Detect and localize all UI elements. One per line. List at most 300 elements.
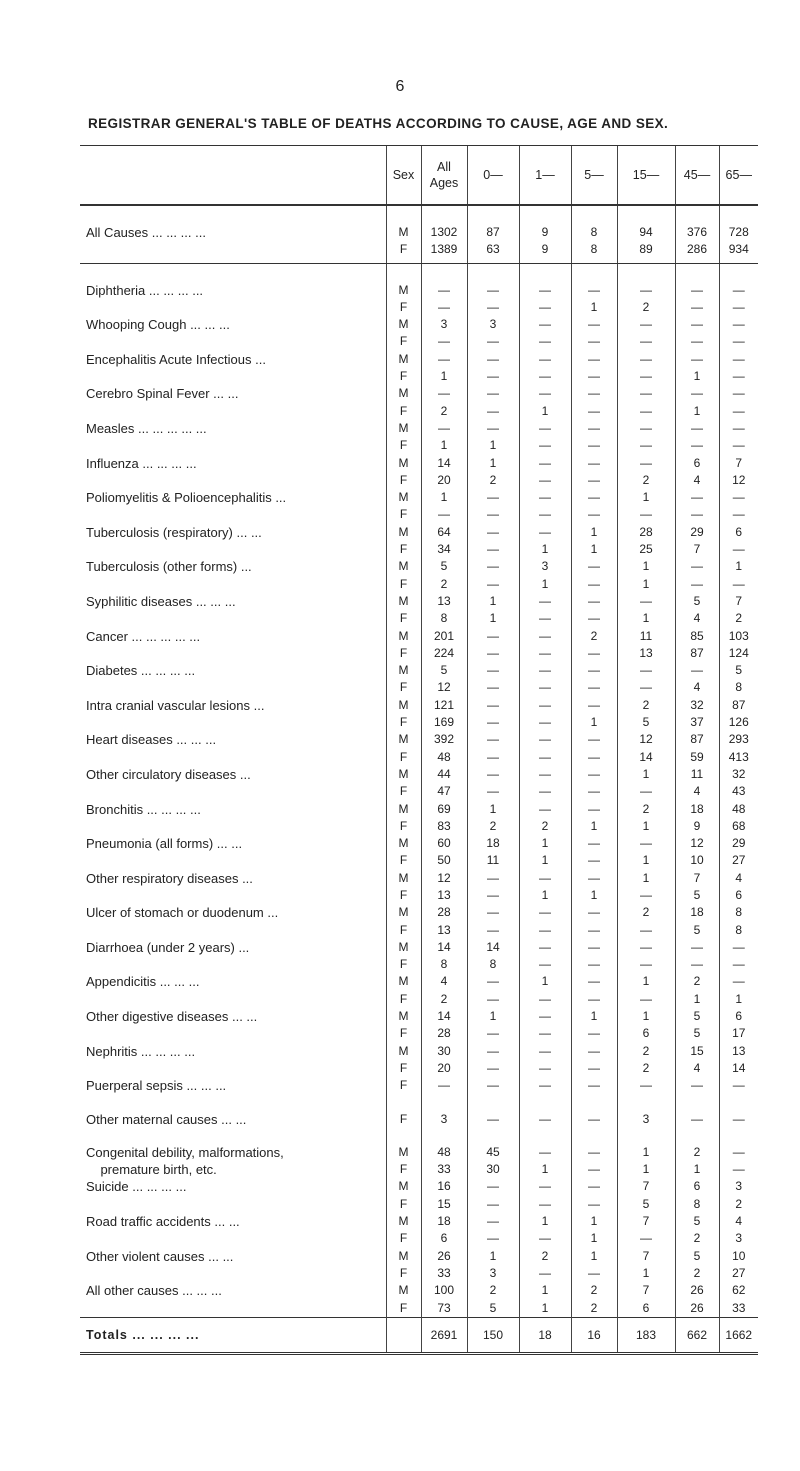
table-row [80,801,758,818]
value-cell: 44 [421,766,467,783]
cause-cell [80,679,386,696]
header-age-0: 0— [467,146,519,206]
sex-cell: M [386,558,421,575]
value-cell: 1 [617,576,675,593]
value-cell: — [571,662,617,679]
spacer-cell [80,1128,386,1144]
table-row [80,1265,758,1282]
value-cell: — [571,852,617,869]
sex-cell: M [386,1213,421,1230]
cause-cell: Diabetes ... ... ... ... [86,663,196,679]
value-cell: — [467,1178,519,1195]
cause-cell: All other causes ... ... ... [86,1283,222,1299]
value-cell: 1 [617,1161,675,1178]
sex-cell: M [386,1282,421,1299]
sex-cell: M [386,455,421,472]
value-cell: 6 [719,887,758,904]
value-cell: 87 [675,731,719,748]
value-cell: 48 [421,749,467,766]
value-cell: 728 [719,224,758,241]
spacer-cell [467,1128,519,1144]
value-cell: 1 [519,576,571,593]
value-cell: — [571,472,617,489]
table-row [80,818,758,835]
value-cell: 121 [421,697,467,714]
value-cell: 60 [421,835,467,852]
value-cell: — [519,939,571,956]
sex-cell: M [386,835,421,852]
value-cell: 5 [617,1196,675,1213]
value-cell: 8 [467,956,519,973]
value-cell: — [519,1025,571,1042]
value-cell: 12 [719,472,758,489]
value-cell: 100 [421,1282,467,1299]
value-cell: 8 [421,610,467,627]
value-cell: 7 [617,1282,675,1299]
value-cell: 7 [675,870,719,887]
cause-cell: Ulcer of stomach or duodenum ... [86,905,279,921]
value-cell: 1 [617,558,675,575]
value-cell: 8 [719,904,758,921]
value-cell: 8 [719,922,758,939]
value-cell: — [571,593,617,610]
value-cell: — [467,489,519,506]
value-cell: — [719,489,758,506]
table-row [80,455,758,472]
value-cell: 2 [617,472,675,489]
value-cell: — [467,1025,519,1042]
sex-cell: F [386,610,421,627]
value-cell: 8 [719,679,758,696]
value-cell: — [675,385,719,402]
cause-cell: Nephritis ... ... ... ... [86,1043,196,1059]
table-row [80,1111,758,1128]
table-row [80,403,758,420]
value-cell: — [571,455,617,472]
sex-cell: F [386,541,421,558]
sex-cell: M [386,801,421,818]
value-cell: — [719,368,758,385]
cause-cell: Congenital debility, malformations, [86,1144,284,1160]
value-cell: 1 [467,610,519,627]
value-cell: — [571,1144,617,1161]
value-cell: 1 [467,801,519,818]
value-cell: 1 [467,1248,519,1265]
value-cell: — [467,714,519,731]
value-cell: — [421,282,467,299]
value-cell: 2 [571,1300,617,1318]
value-cell: — [617,835,675,852]
cause-cell [80,714,386,731]
table-row [80,282,758,299]
value-cell: 87 [675,645,719,662]
value-cell: — [467,1230,519,1247]
value-cell: 1 [719,991,758,1008]
spacer-cell [80,205,386,224]
table-row [80,956,758,973]
value-cell: — [571,316,617,333]
value-cell: — [519,1111,571,1128]
value-cell: — [519,437,571,454]
value-cell: 5 [467,1300,519,1318]
sex-cell: M [386,870,421,887]
value-cell: — [467,1213,519,1230]
value-cell: 2 [467,818,519,835]
value-cell: — [571,904,617,921]
value-cell: 5 [675,1248,719,1265]
value-cell: — [467,904,519,921]
page-number: 6 [395,78,405,95]
value-cell: 169 [421,714,467,731]
value-cell: 32 [719,766,758,783]
sex-cell: F [386,922,421,939]
value-cell: — [571,1077,617,1094]
cause-cell: Other maternal causes ... ... [86,1111,247,1127]
header-age-15: 15— [617,146,675,206]
spacer-cell [571,205,617,224]
value-cell: — [467,870,519,887]
table-row [80,679,758,696]
table-row [80,610,758,627]
value-cell: — [421,351,467,368]
value-cell: 1 [519,887,571,904]
sex-cell: F [386,714,421,731]
value-cell: — [571,282,617,299]
value-cell: 2 [719,610,758,627]
table-row [80,991,758,1008]
sex-cell: M [386,628,421,645]
value-cell: — [519,697,571,714]
value-cell: 13 [421,593,467,610]
value-cell: — [519,714,571,731]
value-cell: 10 [719,1248,758,1265]
table-row [80,368,758,385]
cause-cell [80,1060,386,1077]
value-cell: — [675,437,719,454]
value-cell: 5 [675,593,719,610]
value-cell: 934 [719,241,758,258]
value-cell: — [519,524,571,541]
value-cell: 30 [467,1161,519,1178]
value-cell: 1 [467,1008,519,1025]
value-cell: 4 [675,1060,719,1077]
value-cell: 20 [421,1060,467,1077]
value-cell: 45 [467,1144,519,1161]
value-cell: — [467,576,519,593]
value-cell: — [571,489,617,506]
table-row [80,1077,758,1094]
sex-cell: M [386,1178,421,1195]
sex-cell: F [386,472,421,489]
cause-cell [80,368,386,385]
table-row [80,783,758,800]
value-cell: 5 [675,922,719,939]
spacer-cell [719,1095,758,1111]
value-cell: 83 [421,818,467,835]
sex-cell: M [386,351,421,368]
value-cell: — [675,939,719,956]
value-cell: 1 [617,489,675,506]
value-cell: — [467,385,519,402]
sex-cell: M [386,489,421,506]
value-cell: — [571,679,617,696]
value-cell: 13 [421,922,467,939]
value-cell: 47 [421,783,467,800]
sex-cell: M [386,697,421,714]
value-cell: 2 [617,697,675,714]
value-cell: — [519,1077,571,1094]
value-cell: 2 [675,973,719,990]
sex-cell: M [386,1008,421,1025]
value-cell: 12 [421,679,467,696]
value-cell: — [467,558,519,575]
cause-cell [80,506,386,523]
value-cell: — [467,645,519,662]
value-cell: 1 [675,403,719,420]
value-cell: — [617,887,675,904]
value-cell: — [675,662,719,679]
value-cell: — [467,1077,519,1094]
value-cell: 18 [421,1213,467,1230]
value-cell: — [617,1077,675,1094]
value-cell: 8 [571,241,617,258]
value-cell: — [675,1111,719,1128]
value-cell: — [467,973,519,990]
value-cell: 18 [675,801,719,818]
spacer-cell [421,1128,467,1144]
totals-cell [386,1317,421,1353]
totals-cell: 1662 [719,1317,758,1353]
cause-cell: Pneumonia (all forms) ... ... [86,836,243,852]
value-cell: 2 [519,818,571,835]
value-cell: — [719,956,758,973]
value-cell: — [467,524,519,541]
cause-cell [80,956,386,973]
value-cell: — [571,835,617,852]
row-spacer [80,205,758,224]
value-cell: — [571,506,617,523]
table-row [80,939,758,956]
spacer-cell [519,263,571,282]
value-cell: — [467,333,519,350]
value-cell: 13 [421,887,467,904]
value-cell: 2 [421,403,467,420]
value-cell: 68 [719,818,758,835]
deaths-table [80,145,758,1355]
value-cell: 43 [719,783,758,800]
value-cell: 33 [421,1161,467,1178]
table-row [80,1060,758,1077]
value-cell: — [519,506,571,523]
value-cell: — [519,489,571,506]
cause-cell [80,991,386,1008]
spacer-cell [386,1128,421,1144]
table-row [80,351,758,368]
spacer-cell [519,1095,571,1111]
spacer-cell [421,205,467,224]
value-cell: — [571,1265,617,1282]
table-row [80,224,758,241]
cause-cell [80,645,386,662]
value-cell: 126 [719,714,758,731]
cause-cell: Diphtheria ... ... ... ... [86,282,204,298]
value-cell: 1 [617,870,675,887]
value-cell: 18 [675,904,719,921]
cause-cell: Other respiratory diseases ... [86,870,253,886]
value-cell: — [617,333,675,350]
cause-cell [80,1300,386,1318]
value-cell: — [719,333,758,350]
value-cell: — [571,1025,617,1042]
value-cell: 15 [675,1043,719,1060]
value-cell: 7 [617,1213,675,1230]
value-cell: 1 [467,593,519,610]
value-cell: — [617,437,675,454]
value-cell: — [617,593,675,610]
table-row [80,1248,758,1265]
sex-cell: M [386,904,421,921]
value-cell: 12 [675,835,719,852]
table-row [80,852,758,869]
table-row [80,576,758,593]
spacer-cell [467,1095,519,1111]
value-cell: — [719,1111,758,1128]
value-cell: 12 [421,870,467,887]
value-cell: — [519,316,571,333]
value-cell: — [467,351,519,368]
value-cell: — [519,420,571,437]
value-cell: 59 [675,749,719,766]
sex-cell: F [386,506,421,523]
value-cell: 7 [719,593,758,610]
value-cell: 1 [675,1161,719,1178]
value-cell: 26 [675,1282,719,1299]
value-cell: 94 [617,224,675,241]
cause-cell [80,818,386,835]
table-row [80,437,758,454]
spacer-cell [571,1095,617,1111]
table-row [80,904,758,921]
cause-cell [80,576,386,593]
value-cell: — [617,351,675,368]
value-cell: 4 [675,783,719,800]
value-cell: — [675,576,719,593]
value-cell: 73 [421,1300,467,1318]
value-cell: — [467,420,519,437]
value-cell: — [617,991,675,1008]
value-cell: 1 [519,1282,571,1299]
totals-cell: 16 [571,1317,617,1353]
value-cell: — [675,956,719,973]
table-row [80,697,758,714]
value-cell: — [617,316,675,333]
table-row [80,870,758,887]
value-cell: — [467,991,519,1008]
table-row [80,1043,758,1060]
sex-cell: F [386,887,421,904]
sex-cell: M [386,1043,421,1060]
value-cell: — [719,316,758,333]
value-cell: — [421,385,467,402]
value-cell: — [719,437,758,454]
value-cell: — [571,697,617,714]
spacer-cell [719,263,758,282]
value-cell: 1 [421,437,467,454]
sex-cell: F [386,679,421,696]
value-cell: 2 [617,1043,675,1060]
value-cell: 9 [675,818,719,835]
value-cell: 1 [571,524,617,541]
value-cell: — [571,368,617,385]
value-cell: 13 [719,1043,758,1060]
value-cell: — [571,420,617,437]
value-cell: 9 [519,241,571,258]
value-cell: 224 [421,645,467,662]
table-row [80,835,758,852]
cause-cell [80,749,386,766]
cause-cell: Measles ... ... ... ... ... [86,420,207,436]
value-cell: 89 [617,241,675,258]
sex-cell: F [386,437,421,454]
spacer-cell [80,1095,386,1111]
cause-cell: Other violent causes ... ... [86,1248,234,1264]
sex-cell: F [386,1196,421,1213]
spacer-cell [386,205,421,224]
value-cell: 3 [421,1111,467,1128]
value-cell: — [519,385,571,402]
spacer-cell [719,1128,758,1144]
value-cell: — [571,922,617,939]
value-cell: 14 [617,749,675,766]
value-cell: — [519,333,571,350]
sex-cell: F [386,1265,421,1282]
value-cell: — [519,299,571,316]
value-cell: 8 [675,1196,719,1213]
value-cell: — [571,437,617,454]
sex-cell: F [386,241,421,258]
value-cell: 28 [421,904,467,921]
value-cell: — [467,766,519,783]
value-cell: — [519,922,571,939]
value-cell: — [519,1043,571,1060]
value-cell: — [675,1077,719,1094]
value-cell: — [719,403,758,420]
value-cell: 10 [675,852,719,869]
value-cell: — [467,1060,519,1077]
table-row [80,1008,758,1025]
header-row [80,146,758,206]
sex-cell: M [386,1144,421,1161]
value-cell: 1 [519,1300,571,1318]
cause-cell [80,241,386,258]
value-cell: — [719,939,758,956]
value-cell: — [675,420,719,437]
sex-cell: F [386,403,421,420]
value-cell: — [467,662,519,679]
spacer-cell [519,1128,571,1144]
spacer-cell [675,1128,719,1144]
table-row [80,385,758,402]
value-cell: — [571,1161,617,1178]
sex-cell: F [386,783,421,800]
spacer-cell [467,205,519,224]
value-cell: — [571,558,617,575]
sex-cell: F [386,818,421,835]
value-cell: 1 [617,1144,675,1161]
value-cell: — [571,403,617,420]
value-cell: — [571,576,617,593]
value-cell: — [519,731,571,748]
